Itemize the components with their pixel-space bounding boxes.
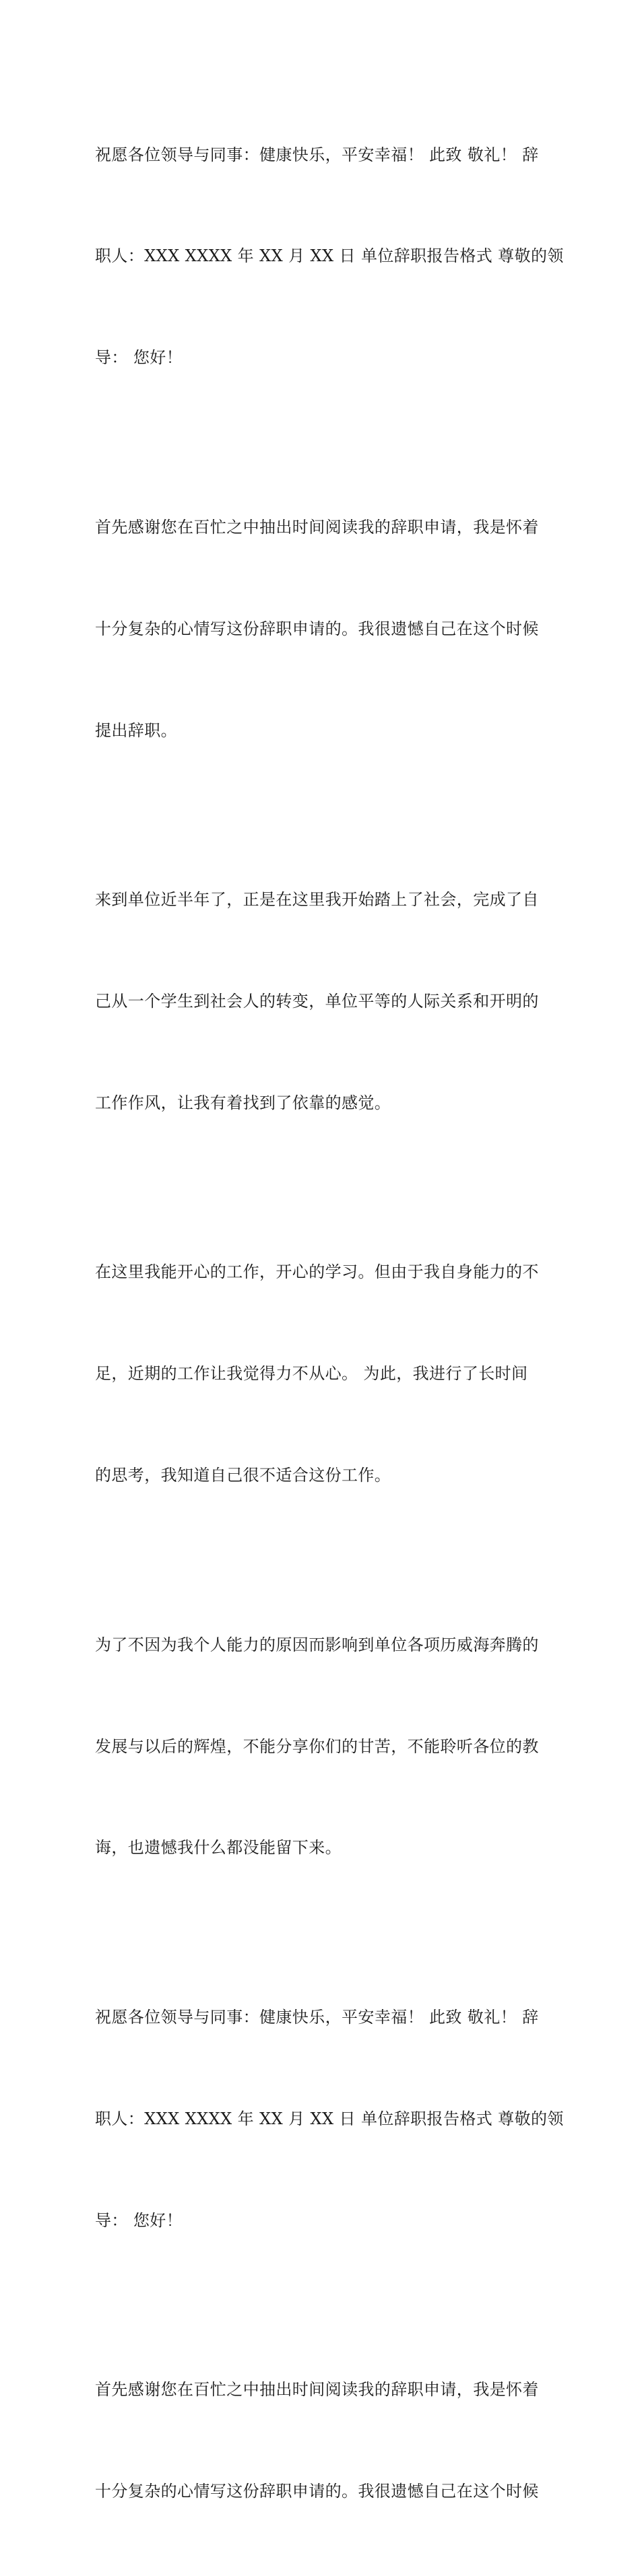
text-line: 首先感谢您在百忙之中抽出时间阅读我的辞职申请，我是怀着 bbox=[95, 517, 539, 537]
text-line: 工作作风，让我有着找到了依靠的感觉。 bbox=[95, 1093, 391, 1112]
text-line: 十分复杂的心情写这份辞职申请的。我很遗憾自己在这个时候 bbox=[95, 619, 539, 638]
paragraph-intro-1 bbox=[95, 442, 548, 815]
paragraph-closing-2 bbox=[95, 1932, 564, 2305]
paragraph-intro-2 bbox=[95, 2305, 548, 2576]
text-line: 为了不因为我个人能力的原因而影响到单位各项历威海奔腾的 bbox=[95, 1635, 539, 1654]
text-line: 首先感谢您在百忙之中抽出时间阅读我的辞职申请，我是怀着 bbox=[95, 2380, 539, 2400]
paragraph-experience bbox=[95, 815, 548, 1188]
text-line: 足，近期的工作让我觉得力不从心。 为此，我进行了长时间 bbox=[95, 1364, 528, 1384]
text-line: 导： 您好！ bbox=[95, 2210, 183, 2230]
paragraph-reason bbox=[95, 1188, 548, 1560]
text-line: 己从一个学生到社会人的转变，单位平等的人际关系和开明的 bbox=[95, 992, 539, 1011]
text-line: 在这里我能开心的工作，开心的学习。但由于我自身能力的不 bbox=[95, 1262, 539, 1282]
text-line: 祝愿各位领导与同事：健康快乐，平安幸福！ 此致 敬礼！ 辞 bbox=[95, 145, 539, 164]
text-line: 的思考，我知道自己很不适合这份工作。 bbox=[95, 1466, 391, 1485]
text-line: 导： 您好！ bbox=[95, 348, 183, 368]
text-line: 诲，也遗憾我什么都没能留下来。 bbox=[95, 1838, 342, 1858]
text-line: 发展与以后的辉煌，不能分享你们的甘苦，不能聆听各位的教 bbox=[95, 1736, 539, 1756]
text-line: 祝愿各位领导与同事：健康快乐，平安幸福！ 此致 敬礼！ 辞 bbox=[95, 2007, 539, 2027]
text-line: 提出辞职。 bbox=[95, 720, 177, 740]
text-line: 职人：XXX XXXX 年 XX 月 XX 日 单位辞职报告格式 尊敬的领 bbox=[95, 2109, 564, 2128]
paragraph-closing-1 bbox=[95, 70, 564, 442]
text-line: 来到单位近半年了，正是在这里我开始踏上了社会，完成了自 bbox=[95, 890, 539, 910]
document-body bbox=[95, 70, 564, 2576]
text-line: 职人：XXX XXXX 年 XX 月 XX 日 单位辞职报告格式 尊敬的领 bbox=[95, 246, 564, 266]
text-line: 十分复杂的心情写这份辞职申请的。我很遗憾自己在这个时候 bbox=[95, 2482, 539, 2501]
paragraph-regret bbox=[95, 1560, 548, 1932]
